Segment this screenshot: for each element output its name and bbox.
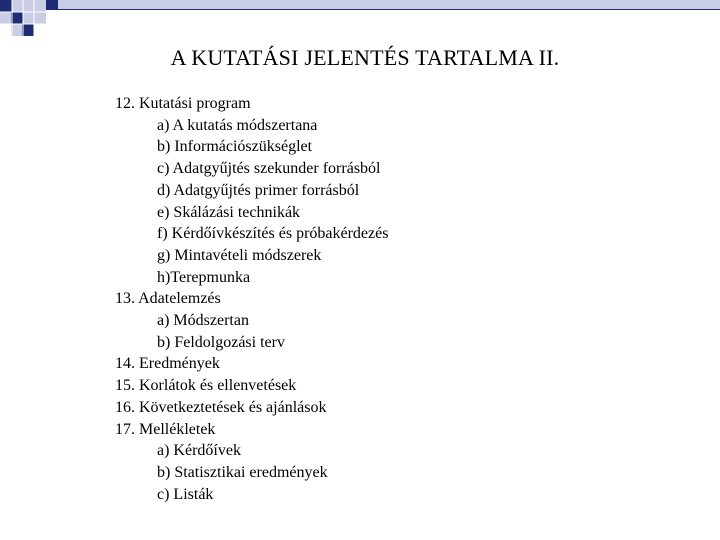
outline-subitem: a) Kérdőívek [157, 442, 241, 460]
outline-subitem: f) Kérdőívkészítés és próbakérdezés [157, 225, 389, 243]
outline-item: 15. Korlátok és ellenvetések [115, 377, 297, 395]
outline-item: 17. Mellékletek [115, 420, 216, 438]
outline-subitem: a) Módszertan [157, 312, 249, 330]
outline-subitem: e) Skálázási technikák [157, 203, 301, 221]
outline-subitem: b) Feldolgozási terv [157, 333, 285, 351]
outline-subitem: b) Információszükséglet [157, 138, 313, 156]
outline-subitem: g) Mintavételi módszerek [157, 246, 322, 264]
outline-subitem: c) Adatgyűjtés szekunder forrásból [157, 160, 381, 178]
outline-item: 16. Következtetések és ajánlások [115, 398, 327, 416]
slide-title: A KUTATÁSI JELENTÉS TARTALMA II. [170, 45, 560, 70]
content-outline [115, 93, 388, 505]
outline-subitem: c) Listák [157, 485, 214, 503]
outline-item: 13. Adatelemzés [115, 290, 221, 308]
outline-item: 12. Kutatási program [115, 95, 251, 112]
outline-subitem: a) A kutatás módszertana [157, 116, 318, 134]
outline-item: 14. Eredmények [115, 355, 220, 373]
top-band [58, 0, 720, 9]
outline-subitem: h)Terepmunka [157, 268, 251, 286]
outline-subitem: d) Adatgyűjtés primer forrásból [157, 181, 360, 199]
outline-subitem: b) Statisztikai eredmények [157, 463, 328, 481]
corner-decoration [0, 0, 720, 40]
